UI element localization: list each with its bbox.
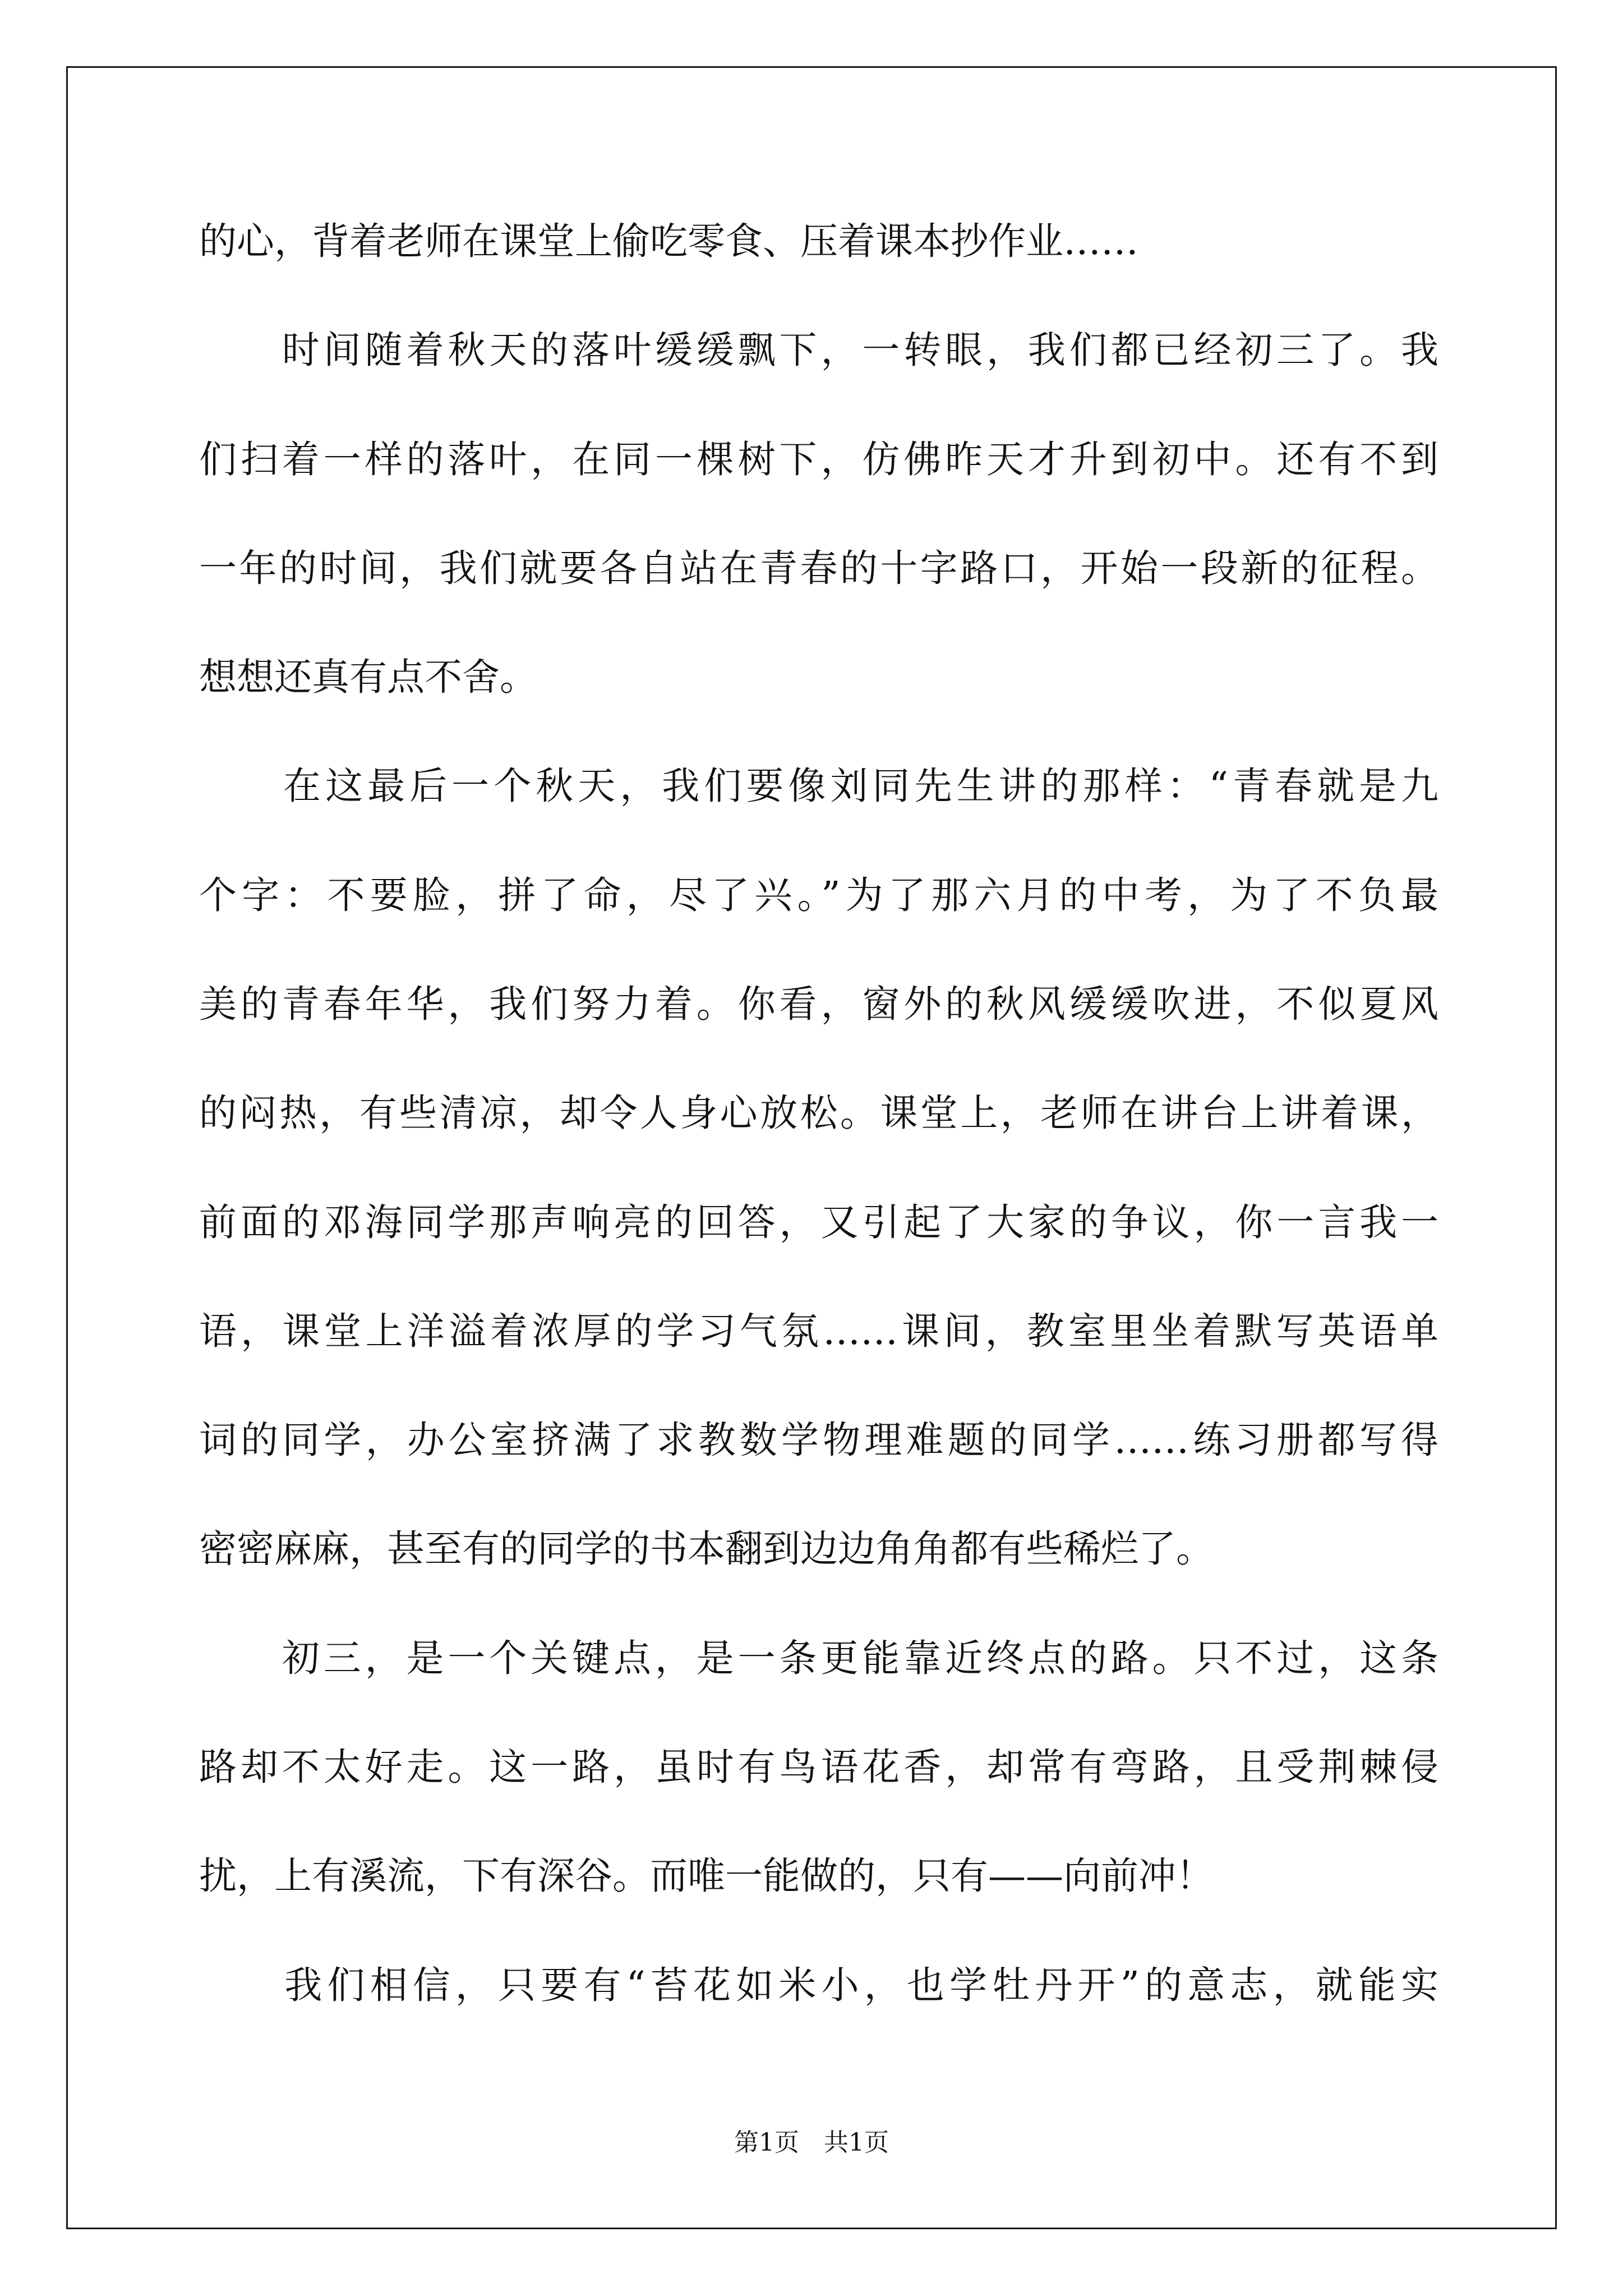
text-line: 前面的邓海同学那声响亮的回答，又引起了大家的争议，你一言我一 <box>199 1200 1438 1244</box>
text-line: 我们相信，只要有“苔花如米小，也学牡丹开”的意志，就能实 <box>199 1963 1438 2007</box>
text-line: 语，课堂上洋溢着浓厚的学习气氛……课间，教室里坐着默写英语单 <box>199 1309 1438 1353</box>
text-line: 个字：不要脸，拼了命，尽了兴。”为了那六月的中考，为了不负最 <box>199 873 1438 917</box>
text-line: 词的同学，办公室挤满了求教数学物理难题的同学……练习册都写得 <box>199 1418 1438 1462</box>
page-footer <box>0 2126 1623 2160</box>
page-total: 共1页 <box>824 2128 889 2157</box>
text-line: 初三，是一个关键点，是一条更能靠近终点的路。只不过，这条 <box>199 1636 1438 1680</box>
text-line: 的闷热，有些清凉，却令人身心放松。课堂上，老师在讲台上讲着课， <box>199 1091 1438 1135</box>
text-line: 路却不太好走。这一路，虽时有鸟语花香，却常有弯路，且受荆棘侵 <box>199 1745 1438 1789</box>
text-line: 时间随着秋天的落叶缓缓飘下，一转眼，我们都已经初三了。我 <box>199 328 1438 372</box>
text-line: 们扫着一样的落叶，在同一棵树下，仿佛昨天才升到初中。还有不到 <box>199 438 1438 481</box>
text-line: 密密麻麻，甚至有的同学的书本翻到边边角角都有些稀烂了。 <box>199 1527 1214 1571</box>
text-line: 在这最后一个秋天，我们要像刘同先生讲的那样：“青春就是九 <box>199 764 1438 808</box>
text-line: 扰，上有溪流，下有深谷。而唯一能做的，只有——向前冲！ <box>199 1854 1214 1898</box>
text-line: 美的青春年华，我们努力着。你看，窗外的秋风缓缓吹进，不似夏风 <box>199 982 1438 1026</box>
text-line: 想想还真有点不舍。 <box>199 655 537 699</box>
page-border <box>66 66 1557 2229</box>
text-line: 的心，背着老师在课堂上偷吃零食、压着课本抄作业…… <box>199 219 1138 263</box>
text-line: 一年的时间，我们就要各自站在青春的十字路口，开始一段新的征程。 <box>199 546 1438 590</box>
page-number: 第1页 <box>734 2128 799 2157</box>
